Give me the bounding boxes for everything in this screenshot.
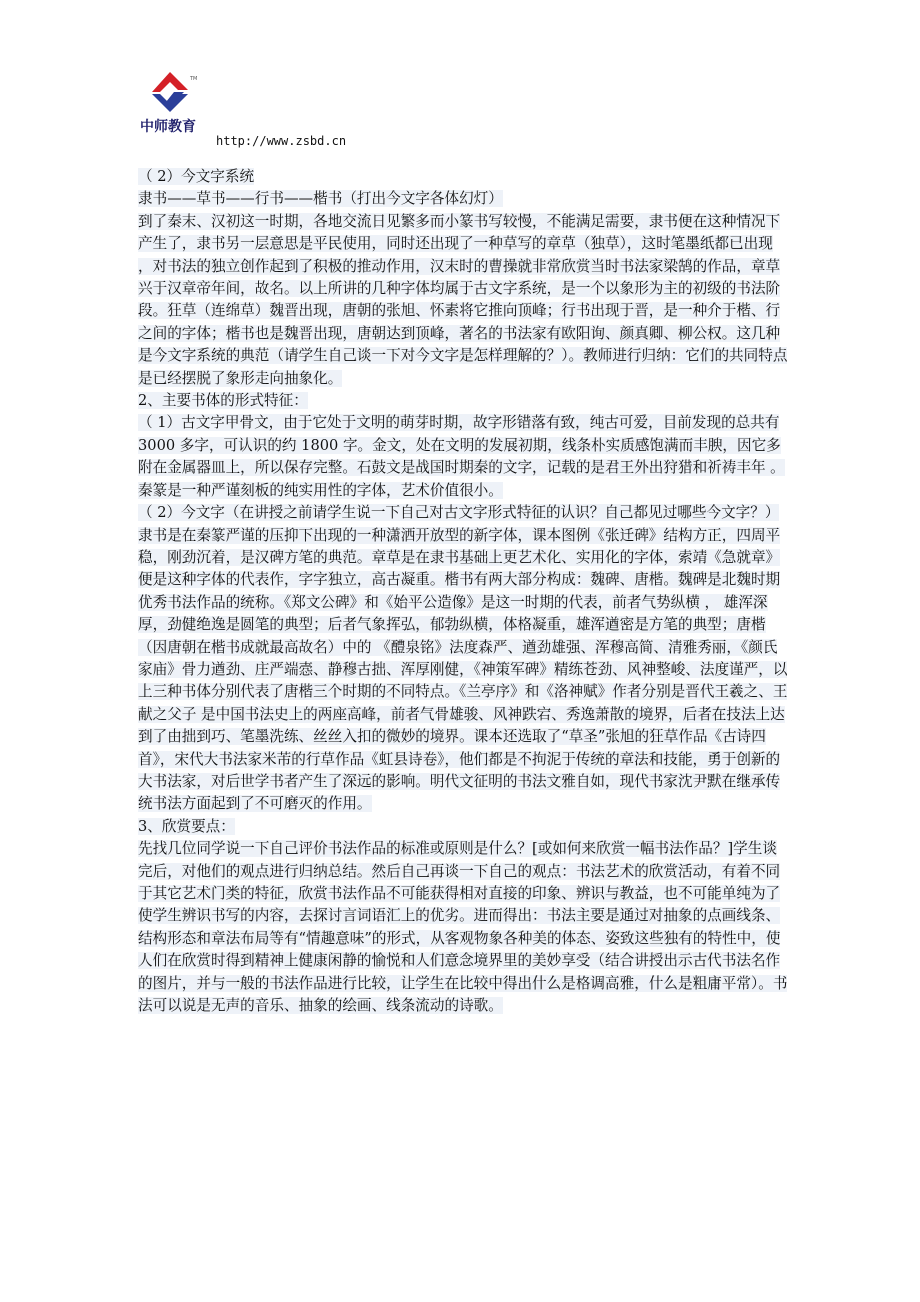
paragraph: 到了秦末、汉初这一时期，各地交流日见繁多而小篆书写较慢，不能满足需要，隶书便在这种情况下产生了，隶书另一层意思是平民使用，同时还出现了一种草写的章草（独草），这时笔墨纸都已出现 ，对书法的独立创作起到了积极的推动作用，汉末时的曹操就非常欣赏当时书法家梁鹄的作品，章草兴于汉章帝年间，故名。以上所讲的几种字体均属于古文字系统，是一个以象形为主的初级的书法阶段。狂草（连绵草）魏晋出现，唐朝的张旭、怀素将它推向顶峰；行书出现于晋，是一种介于楷、行之间的字体；楷书也是魏晋出现，唐朝达到顶峰，著名的书法家有欧阳询、颜真卿、柳公权。这几种是今文字系统的典范（请学生自己谈一下对今文字是怎样理解的？）。教师进行归纳：它们的共同特点是已经摆脱了象形走向抽象化。 bbox=[138, 212, 788, 387]
paragraph: （ 1）古文字甲骨文，由于它处于文明的萌芽时期，故字形错落有致，纯古可爱，目前发现的总共有 3000 多字，可认识的约 1800 字。金文，处在文明的发展初期，线条朴实质感饱满而丰腴，因它多附在金属器皿上，所以保存完整。石鼓文是战国时期秦的文字，记载的是君王外出狩猎和祈祷丰年 。秦篆是一种严谨刻板的纯实用性的字体，艺术价值很小。 bbox=[138, 414, 785, 499]
paragraph: 先找几位同学说一下自己评价书法作品的标准或原则是什么？[或如何来欣赏一幅书法作品？]学生谈完后，对他们的观点进行归纳总结。然后自己再谈一下自己的观点：书法艺术的欣赏活动，有着不同于其它艺术门类的特征，欣赏书法作品不可能获得相对直接的印象、辨识与教益，也不可能单纯为了使学生辨识书写的内容，去探讨言词语汇上的优劣。进而得出：书法主要是通过对抽象的点画线条、结构形态和章法布局等有“情趣意味”的形式，从客观物象各种美的体态、姿致这些独有的特性中，使人们在欣赏时得到精神上健康闲静的愉悦和人们意念境界里的美妙享受（结合讲授出示古代书法名作的图片，并与一般的书法作品进行比较，让学生在比较中得出什么是格调高雅，什么是粗庸平常）。书法可以说是无声的音乐、抽象的绘画、线条流动的诗歌。 bbox=[138, 840, 788, 1015]
paragraph: （ 2）今文字（在讲授之前请学生说一下自己对古文字形式特征的认识？自己都见过哪些今文字？） bbox=[138, 504, 780, 522]
paragraph: （ 2）今文字系统 bbox=[138, 168, 255, 185]
section-heading: 3、欣赏要点： bbox=[138, 817, 235, 835]
paragraph: 隶书——草书——行书——楷书（打出今文字各体幻灯） bbox=[138, 190, 503, 208]
page-header bbox=[138, 70, 838, 150]
document-body bbox=[138, 166, 790, 1017]
logo-name: 中师教育 bbox=[140, 119, 196, 135]
logo-mark-icon bbox=[138, 70, 202, 116]
section-heading: 2、主要书体的形式特征： bbox=[138, 392, 308, 410]
paragraph: 隶书是在秦篆严谨的压抑下出现的一种潇洒开放型的新字体，课本图例《张迁碑》结构方正，四周平稳，刚劲沉着，是汉碑方笔的典范。章草是在隶书基础上更艺术化、实用化的字体，索靖《急就章》便是这种字体的代表作，字字独立，高古凝重。楷书有两大部分构成：魏碑、唐楷。魏碑是北魏时期优秀书法作品的统称。《郑文公碑》和《始平公造像》是这一时期的代表，前者气势纵横 ， 雄浑深厚，劲健绝逸是圆笔的典型；后者气象挥弘，郁勃纵横，体格凝重，雄浑遒密是方笔的典型；唐楷（因唐朝在楷书成就最高故名）中的 《醴泉铭》法度森严、遒劲雄强、浑穆高简、清雅秀丽，《颜氏家庙》骨力遒劲、庄严端悫、静穆古拙、浑厚刚健，《神策军碑》精练苍劲、风神整峻、法度谨严，以上三种书体分别代表了唐楷三个时期的不同特点。《兰亭序》和《洛神赋》作者分别是晋代王羲之、王献之父子 是中国书法史上的两座高峰，前者气骨雄骏、风神跌宕、秀逸萧散的境界，后者在技法上达到了由拙到巧、笔墨洗练、丝丝入扣的微妙的境界。课本还选取了“草圣”张旭的狂草作品《古诗四首》，宋代大书法家米芾的行草作品《虹县诗卷》，他们都是不拘泥于传统的章法和技能，勇于创新的大书法家，对后世学书者产生了深远的影响。明代文征明的书法文雅自如，现代书家沈尹默在继承传统书法方面起到了不可磨灭的作用。 bbox=[138, 526, 788, 813]
logo bbox=[138, 70, 218, 150]
svg-text:TM: TM bbox=[190, 76, 198, 82]
website-url: http://www.zsbd.cn bbox=[216, 134, 347, 148]
